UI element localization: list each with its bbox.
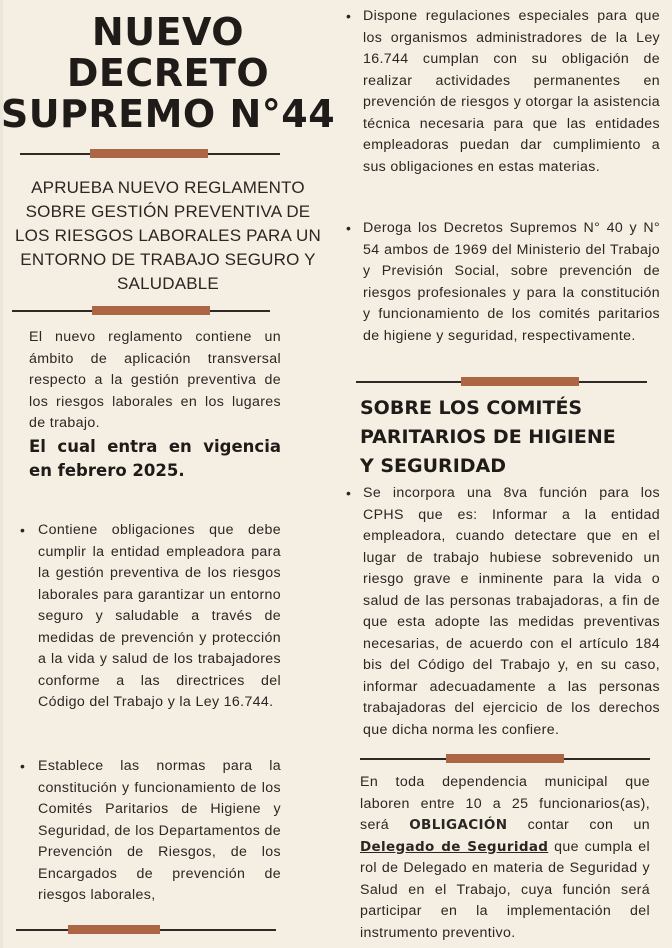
bullet-icon: • [20,758,25,774]
final-text: contar con un [507,817,650,833]
bullet-icon: • [346,8,351,24]
list-item-text: Establece las normas para la constitución y funcionamiento de los Comités Paritarios de Higiene y Seguridad, de los Departamentos de Prevención de Riesgos, de los Encargados de prevención de riesgos laborales, [38,758,281,903]
list-item-text: Dispone regulaciones especiales para que los organismos administradores de la Ley 16.744 cumplan con su obligación de realizar actividades permanentes en prevención de riesgos y otorgar la asistencia técnica necesaria para que las entidades empleadoras puedan dar cumplimiento a sus obligaciones en estas materias. [363,8,660,175]
bullet-icon: • [346,485,351,501]
section-title-line: SOBRE LOS COMITÉS [360,397,583,419]
divider-accent [461,377,579,386]
delegate-paragraph [360,772,650,944]
title-line: NUEVO [91,10,245,54]
divider-accent [90,149,208,158]
section-title [360,394,660,481]
divider-accent [92,306,210,315]
divider-accent [68,925,160,934]
effective-date-highlight: El cual entra en vigencia en febrero 2025. [29,437,281,480]
divider [20,149,280,159]
divider-accent [446,754,564,763]
page-title [0,12,336,135]
divider [12,306,270,316]
section-title-line: Y SEGURIDAD [360,455,507,477]
obligation-emphasis: OBLIGACIÓN [409,817,508,833]
list-item-text: Contiene obligaciones que debe cumplir la entidad empleadora para la gestión preventiva de los riesgos laborales para garantizar un entorno seguro y saludable a través de medidas de prevención y protección a la vida y salud de los trabajadores conforme a las directrices del Código del Trabajo y la Ley 16.744. [38,522,281,710]
bullet-icon: • [20,522,25,538]
divider [356,377,647,387]
divider [16,925,276,935]
final-text: que cumpla el rol de Delegado en materia de Seguridad y Salud en el Trabajo, cuya función será participar en la implementación del instrumento preventivo. [360,838,650,941]
intro-paragraph: El nuevo reglamento contiene un ámbito de aplicación transversal respecto a la gestión preventiva de los riesgos laborales en los lugares de trabajo. [29,329,281,431]
final-text: En toda dependencia municipal que laboren entre 10 a 25 funcionarios(as), será [360,774,650,833]
divider [360,754,650,764]
section-title-line: PARITARIOS DE HIGIENE [360,426,616,448]
list-item-text: Deroga los Decretos Supremos N° 40 y N° 54 ambos de 1969 del Ministerio del Trabajo y Previsión Social, sobre prevención de riesgos profesionales y para la constitución y funcionamiento de los comités paritarios de higiene y seguridad, respectivamente. [363,220,660,344]
title-line: SUPREMO N°44 [0,92,336,136]
delegate-emphasis: Delegado de Seguridad [360,838,549,855]
title-line: DECRETO [66,51,270,95]
subtitle: APRUEBA NUEVO REGLAMENTO SOBRE GESTIÓN PREVENTIVA DE LOS RIESGOS LABORALES PARA UN ENTORNO DE TRABAJO SEGURO Y SALUDABLE [15,178,321,293]
page-edge [0,0,3,948]
bullet-icon: • [346,220,351,236]
list-item-text: Se incorpora una 8va función para los CPHS que es: Informar a la entidad empleadora, cuando detectare que en el lugar de trabajo hubiese sobrevenido un riesgo grave e inminente para la vida o salud de las personas trabajadoras, a fin de que esta adopte las medidas preventivas necesarias, de acuerdo con el artículo 184 bis del Código del Trabajo y, en su caso, informar adecuadamente a las personas trabajadoras del ejercicio de los derechos que dicha norma les confiere. [363,485,660,738]
